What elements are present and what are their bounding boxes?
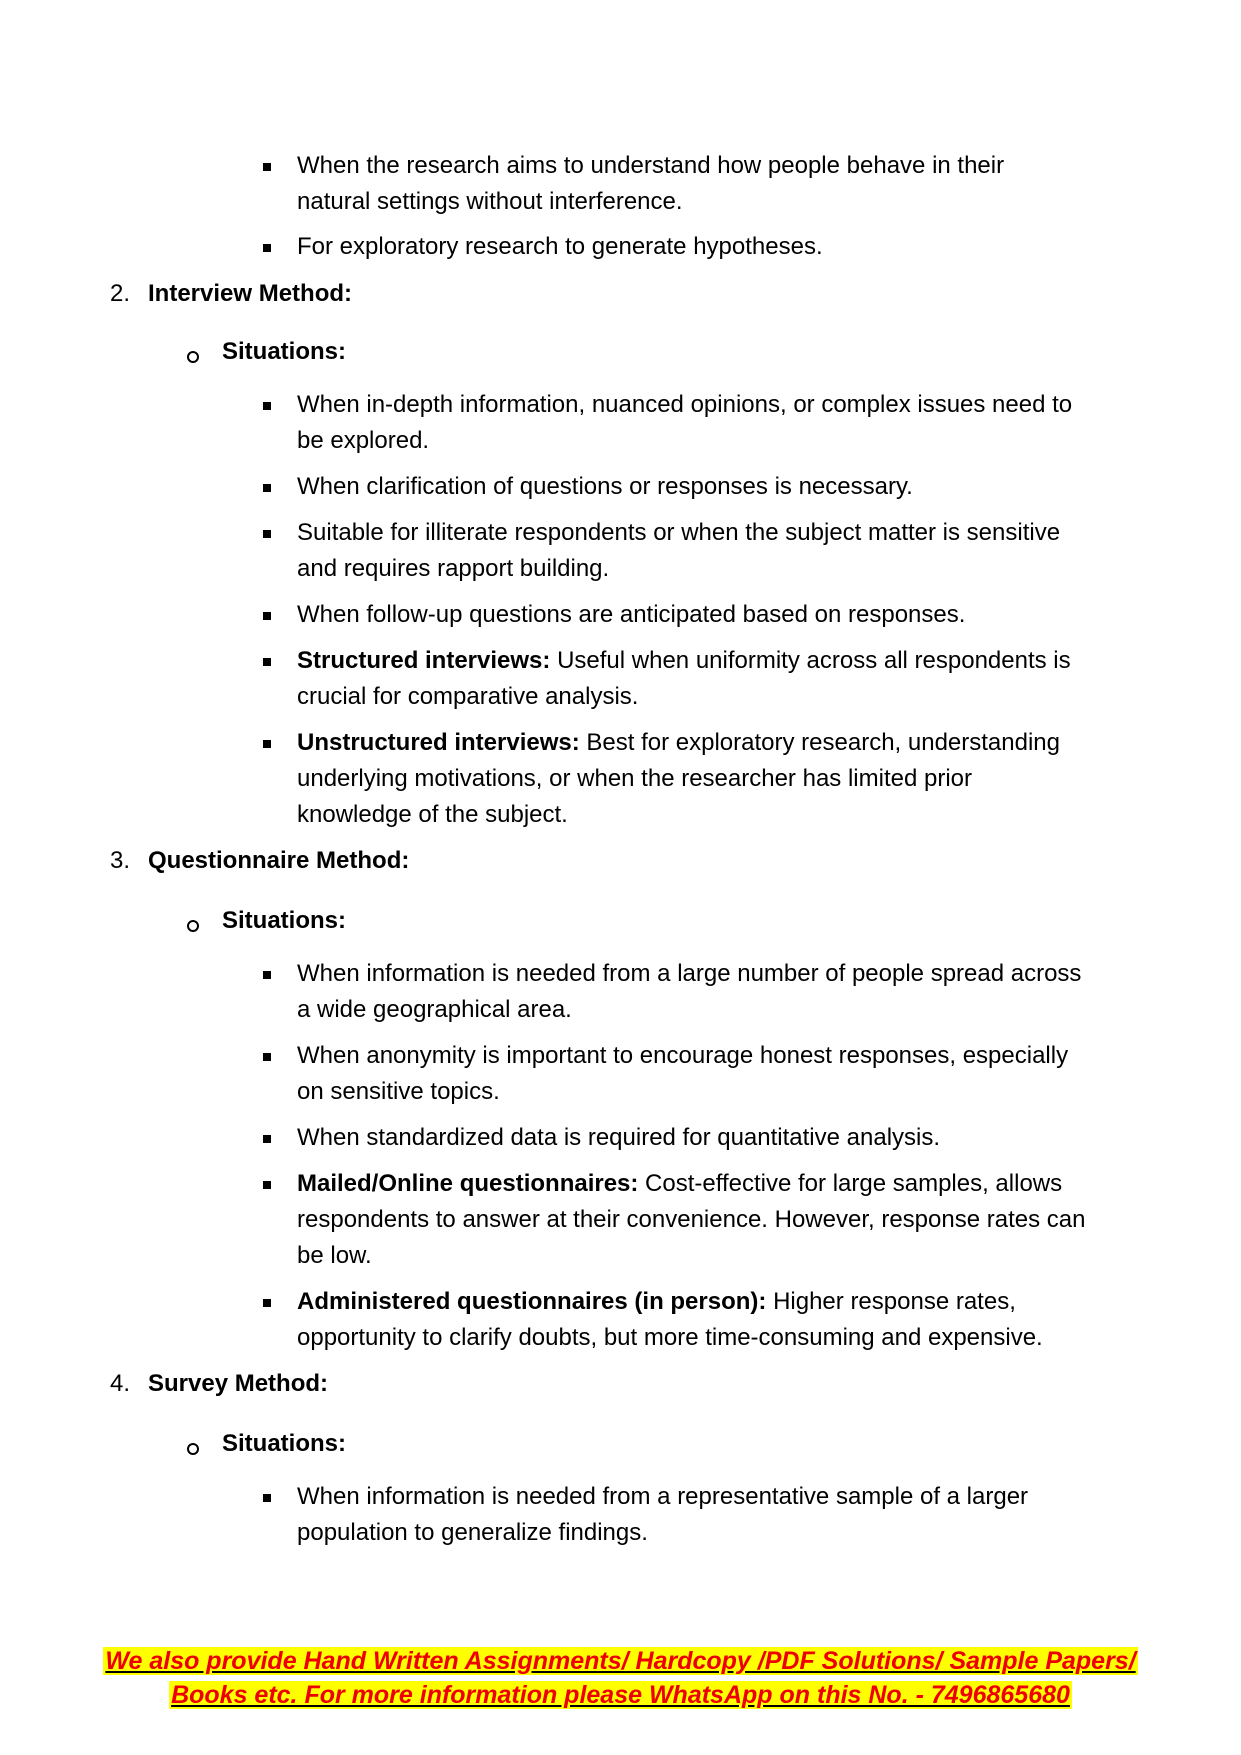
bullet-square-icon (263, 244, 271, 252)
bullet-text: Unstructured interviews: Best for exploratory research, understanding (297, 729, 1060, 756)
bullet-text: crucial for comparative analysis. (297, 683, 639, 710)
bullet-text: Suitable for illiterate respondents or when the subject matter is sensitive (297, 519, 1061, 546)
bullet-text: underlying motivations, or when the researcher has limited prior (297, 765, 972, 792)
bullet-text: a wide geographical area. (297, 996, 572, 1023)
bullet-text: When in-depth information, nuanced opinions, or complex issues need to (297, 391, 1073, 418)
section-number: 2. (110, 280, 131, 307)
bullet-text: respondents to answer at their convenience. However, response rates can (297, 1206, 1086, 1233)
bullet-text: opportunity to clarify doubts, but more time-consuming and expensive. (297, 1324, 1043, 1351)
bullet-square-icon (263, 658, 271, 666)
bullet-square-icon (263, 1299, 271, 1307)
section-title: Interview Method: (148, 280, 353, 307)
bullet-text: be explored. (297, 427, 430, 454)
bullet-text: When standardized data is required for quantitative analysis. (297, 1124, 941, 1151)
bullet-square-icon (263, 402, 271, 410)
bullet-text: When information is needed from a representative sample of a larger (297, 1483, 1029, 1510)
bullet-text: on sensitive topics. (297, 1078, 500, 1105)
bullet-square-icon (263, 971, 271, 979)
subsection-title: Situations: (222, 1430, 346, 1457)
subsection-title: Situations: (222, 907, 346, 934)
bullet-text: knowledge of the subject. (297, 801, 568, 828)
bullet-square-icon (263, 484, 271, 492)
bullet-square-icon (263, 1053, 271, 1061)
bullet-text: Structured interviews: Useful when uniformity across all respondents is (297, 647, 1071, 674)
section-number: 4. (110, 1370, 131, 1397)
bullet-square-icon (263, 1494, 271, 1502)
bullet-text: When information is needed from a large number of people spread across (297, 960, 1082, 987)
bullet-square-icon (263, 530, 271, 538)
section-title: Survey Method: (148, 1370, 329, 1397)
promo-footer-line-2: Books etc. For more information please WhatsApp on this No. - 7496865680 (171, 1681, 1070, 1709)
bullet-text: When follow-up questions are anticipated based on responses. (297, 601, 966, 628)
bullet-text: be low. (297, 1242, 372, 1269)
circle-bullet-icon (187, 351, 199, 363)
promo-footer-line-1: We also provide Hand Written Assignments/ Hardcopy /PDF Solutions/ Sample Papers/ (105, 1647, 1136, 1675)
bullet-text: Mailed/Online questionnaires: Cost-effective for large samples, allows (297, 1170, 1063, 1197)
bullet-text: For exploratory research to generate hypotheses. (297, 233, 823, 260)
bullet-text: Administered questionnaires (in person): Higher response rates, (297, 1288, 1016, 1315)
bullet-square-icon (263, 163, 271, 171)
bullet-text: and requires rapport building. (297, 555, 610, 582)
bullet-text: natural settings without interference. (297, 188, 683, 215)
circle-bullet-icon (187, 920, 199, 932)
bullet-text: When clarification of questions or responses is necessary. (297, 473, 913, 500)
subsection-title: Situations: (222, 338, 346, 365)
section-title: Questionnaire Method: (148, 847, 410, 874)
bullet-square-icon (263, 612, 271, 620)
bullet-square-icon (263, 1135, 271, 1143)
section-number: 3. (110, 847, 131, 874)
circle-bullet-icon (187, 1443, 199, 1455)
bullet-square-icon (263, 1181, 271, 1189)
bullet-text: population to generalize findings. (297, 1519, 648, 1546)
bullet-square-icon (263, 740, 271, 748)
bullet-text: When the research aims to understand how people behave in their (297, 152, 1005, 179)
bullet-text: When anonymity is important to encourage honest responses, especially (297, 1042, 1069, 1069)
